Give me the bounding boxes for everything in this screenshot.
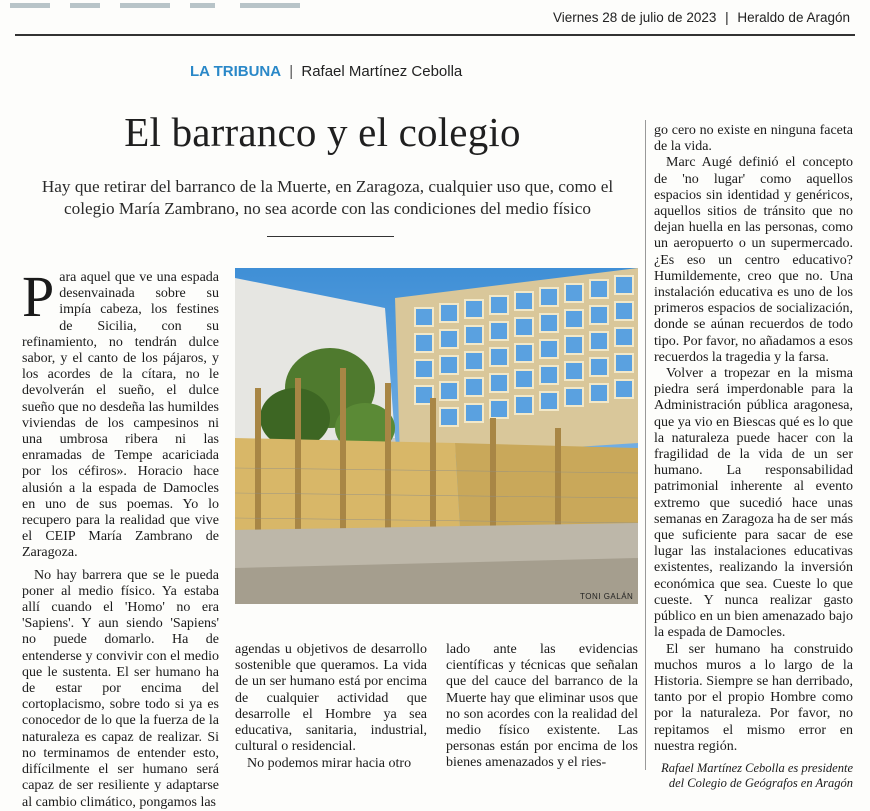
section-label (190, 63, 462, 80)
byline-author: Rafael Martínez Cebolla (301, 63, 463, 80)
paragraph: No hay barrera que se le pueda poner al medio físico. Ya estaba allí cuando el 'Homo' no era 'Sapiens'. Y aun siendo 'Sapiens' no puede domarlo. Ha de entenderse y convivir con el medio que le sustenta. El ser humano ha de estar por encima del cortoplacismo, sobre todo si ya es conocedor de lo que la fuerza de la naturaleza es capaz de realizar. Si no terminamos de entender esto, difícilmente el ser humano será capaz de ser resiliente y adaptarse al cambio climático, pongamos las (22, 567, 219, 810)
section-separator: | (289, 63, 294, 80)
author-signature: Rafael Martínez Cebolla es presidente del Colegio de Geógrafos en Aragón (661, 760, 853, 790)
paragraph-text: ara aquel que ve una espada desenvainada sobre su impía cabeza, los festines de Sicilia, con su refinamiento, no tendrán dulce sabor, y el canto de los pájaros, y los acordes de la cítara, no le devolverán el sueño, el dulce sueño que no desdeña las humildes viviendas de los campesinos ni una umbrosa ribera ni las enramadas de Tempe acariciada por los céfiros». Horacio hace alusión a la espada de Damocles en uno de sus poemas. Yo lo recupero para la realidad que vive el CEIP María Zambrano de Zaragoza. (22, 270, 219, 561)
paragraph: go cero no existe en ninguna faceta de la vida. (654, 123, 853, 155)
paragraph: No podemos mirar hacia otro (247, 756, 412, 772)
article-photo (235, 268, 638, 604)
article-column-2 (235, 642, 427, 773)
newspaper-name: Heraldo de Aragón (737, 10, 850, 25)
paragraph: Volver a tropezar en la misma piedra será imperdonable para la Administración pública aragonesa, que ya vio en Biescas qué es lo que la naturaleza puede hacer con la fragilidad de la vida de un ser humano. La responsabilidad patrimonial inherente al evento extremo que sucedió hace unas semanas en Zaragoza ha de ser más que suficiente para sacar de ese lugar las instalaciones educativas existentes, realizando la inversión económica que sea. Cueste lo que cueste. Y nunca realizar gasto público en un bien amenazado bajo la espada de Damocles. (654, 366, 854, 641)
photo-credit: TONI GALÁN (580, 592, 634, 601)
paragraph (22, 264, 219, 562)
drop-cap: P (22, 264, 55, 329)
title-rule (267, 236, 394, 237)
paragraph: agendas u objetivos de desarrollo sostenible que queramos. La vida de un ser humano está por encima de cualquier actividad que desarrolle el Hombre ya sea educativa, sanitaria, industrial, cultural o residencial. (235, 642, 427, 755)
column-divider (645, 120, 646, 770)
header-dateline (553, 10, 850, 25)
masthead-fragment-art (10, 3, 330, 8)
paragraph: Marc Augé definió el concepto de 'no lugar' como aquellos espacios sin identidad y genéricos, aquellos sitios de tránsito que no dejan huella en las personas, como un aeropuerto o un supermercado. ¿Es eso un centro educativo? Humildemente, creo que no. Una instalación educativa es uno de los primeros espacios de socialización, donde se aúnan recuerdos de todo tipo. Por favor, no añadamos a esos recuerdos la tragedia y la farsa. (654, 155, 853, 365)
page-header (0, 0, 870, 38)
paragraph: lado ante las evidencias científicas y técnicas que señalan que del cauce del barranco de la Muerte hay que eliminar usos que no son acordes con la realidad del medio físico existente. Las personas están por encima de los bienes amenazados y el ries- (446, 642, 638, 771)
article-subtitle: Hay que retirar del barranco de la Muerte, en Zaragoza, cualquier uso que, como el colegio María Zambrano, no sea acorde con las condiciones del medio físico (41, 177, 614, 218)
paragraph: El ser humano ha construido muchos muros a lo largo de la Historia. Siempre se han derribado, tanto por el propio Hombre como por la naturaleza. Por favor, no repitamos el mismo error en nuestra región. (654, 641, 853, 754)
masthead-fragment (10, 0, 330, 8)
article-column-4 (654, 123, 853, 791)
article-column-3 (446, 642, 638, 772)
header-date: Viernes 28 de julio de 2023 (552, 10, 717, 25)
section-tag: LA TRIBUNA (190, 63, 282, 80)
school-building-image (235, 268, 638, 604)
article-title: El barranco y el colegio (124, 109, 521, 155)
header-separator: | (725, 10, 729, 25)
header-rule (15, 34, 855, 36)
article-column-1 (22, 264, 219, 811)
